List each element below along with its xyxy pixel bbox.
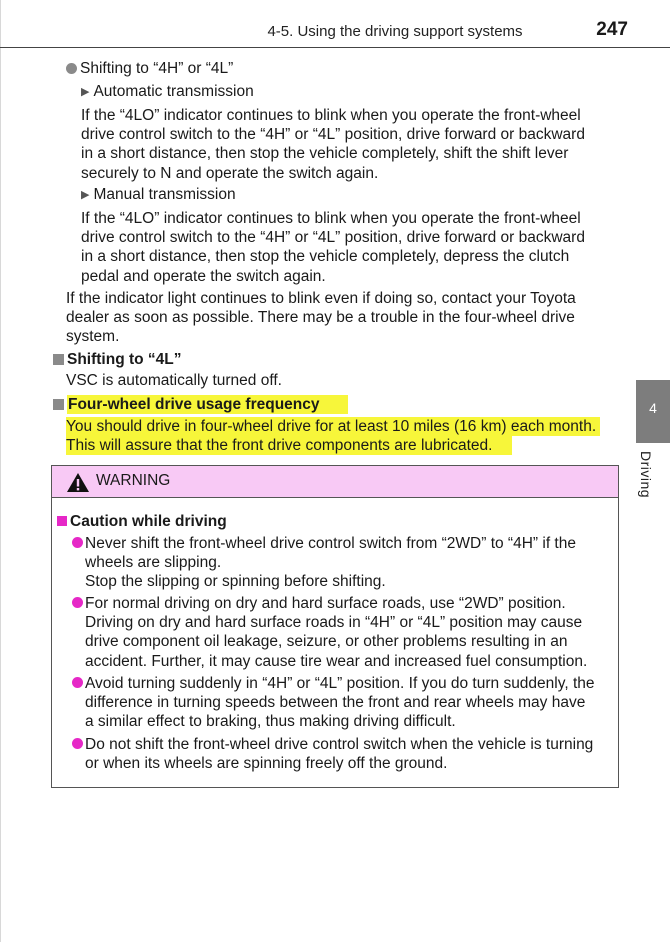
warning-bullet-4: Do not shift the front-wheel drive control switch when the vehicle is turning or when its wheels are spinning freely off the ground. (85, 736, 594, 773)
warning-header (52, 466, 618, 498)
warning-bullet-2: For normal driving on dry and hard surface roads, use “2WD” position. Driving on dry and hard surface roads in “4H” or “4L” position may cause drive component oil leakage, seizure, or other problems resulting in an accident. Further, it may cause tire wear and increased fuel consumption. (85, 595, 588, 670)
section-title: 4-5. Using the driving support systems (267, 23, 523, 40)
indicator-followup-text: If the indicator light continues to blink even if doing so, contact your Toyota dealer as soon as possible. There may be a trouble in the four-wheel drive system. (66, 290, 576, 346)
bullet-dot-icon (72, 738, 83, 749)
warning-bullet-3: Avoid turning suddenly in “4H” or “4L” position. If you do turn suddenly, the difference in turning speeds between the front and rear wheels may have a similar effect to braking, thus making driving difficult. (85, 675, 595, 731)
square-bullet-icon (53, 399, 64, 410)
bullet-dot-icon (66, 63, 77, 74)
page-number: 247 (596, 19, 628, 40)
shifting-4l-heading: Shifting to “4L” (53, 350, 182, 369)
shifting-4h-4l-heading: Shifting to “4H” or “4L” (66, 59, 233, 78)
chapter-tab-number[interactable]: 4 (636, 380, 670, 443)
square-bullet-icon (53, 354, 64, 365)
triangle-right-icon: ▶ (81, 86, 90, 98)
bullet-dot-icon (72, 597, 83, 608)
automatic-transmission-label: ▶ Automatic transmission (81, 82, 254, 102)
manual-transmission-text: If the “4LO” indicator continues to blink when you operate the front-wheel drive control switch to the “4H” or “4L” position, drive forward or backward in a short distance, then stop the vehicle completely, depress the clutch pedal and operate the switch again. (81, 210, 585, 285)
triangle-right-icon: ▶ (81, 189, 90, 201)
chapter-tab-label: Driving (638, 451, 654, 499)
square-bullet-icon (57, 516, 67, 526)
warning-title: WARNING (96, 472, 171, 489)
warning-bullet-1: Never shift the front-wheel drive control switch from “2WD” to “4H” if the wheels are slipping. Stop the slipping or spinning before shifting. (85, 535, 576, 591)
usage-frequency-heading: Four-wheel drive usage frequency (53, 395, 348, 414)
caution-heading: Caution while driving (57, 512, 227, 531)
shifting-4l-text: VSC is automatically turned off. (66, 372, 282, 389)
automatic-transmission-text: If the “4LO” indicator continues to blink when you operate the front-wheel drive control switch to the “4H” or “4L” position, drive forward or backward in a short distance, then stop the vehicle completely, shift the shift lever securely to N and operate the switch again. (81, 107, 585, 182)
usage-frequency-text: You should drive in four-wheel drive for at least 10 miles (16 km) each month. This will assure that the front drive components are lubricated. (66, 417, 600, 455)
bullet-dot-icon (72, 677, 83, 688)
bullet-dot-icon (72, 537, 83, 548)
page-edge (0, 0, 1, 942)
warning-triangle-icon (66, 472, 90, 493)
manual-transmission-label: ▶ Manual transmission (81, 185, 236, 205)
header-divider (0, 47, 670, 48)
